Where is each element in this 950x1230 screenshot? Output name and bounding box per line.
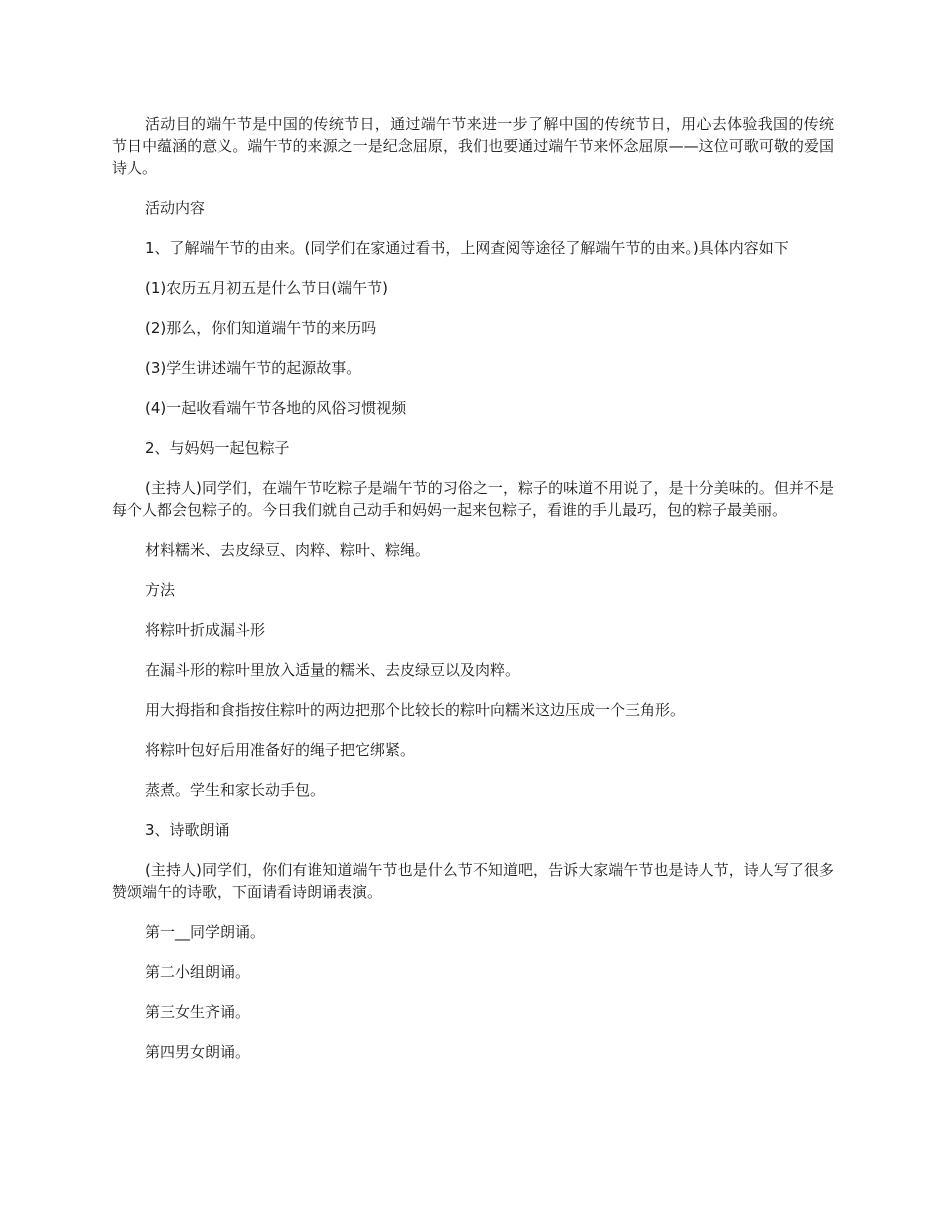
list-item-2: (2)那么，你们知道端午节的来历吗 <box>145 319 377 337</box>
heading-activity-content: 活动内容 <box>145 199 206 217</box>
section-3-title: 3、诗歌朗诵 <box>145 821 230 839</box>
document-page <box>112 113 834 1081</box>
list-item-4: (4)一起收看端午节各地的风俗习惯视频 <box>145 399 407 417</box>
recital-3: 第三女生齐诵。 <box>145 1003 251 1021</box>
method-step-4: 将粽叶包好后用准备好的绳子把它绑紧。 <box>145 741 416 759</box>
recital-1: 第一__同学朗诵。 <box>145 923 266 941</box>
section-2-title: 2、与妈妈一起包粽子 <box>145 439 290 457</box>
method-step-3: 用大拇指和食指按住粽叶的两边把那个比较长的粽叶向糯米这边压成一个三角形。 <box>145 701 686 719</box>
method-step-1: 将粽叶折成漏斗形 <box>145 621 266 639</box>
paragraph-host-zongzi: (主持人)同学们，在端午节吃粽子是端午节的习俗之一，粽子的味道不用说了，是十分美味的。但并不是每个人都会包粽子的。今日我们就自己动手和妈妈一起来包粽子，看谁的手儿最巧，包的粽子最美丽。 <box>112 479 834 519</box>
section-1-title: 1、了解端午节的由来。(同学们在家通过看书，上网查阅等途径了解端午节的由来。)具体内容如下 <box>145 239 789 257</box>
recital-4: 第四男女朗诵。 <box>145 1043 251 1061</box>
paragraph-materials: 材料糯米、去皮绿豆、肉粹、粽叶、粽绳。 <box>145 541 431 559</box>
list-item-3: (3)学生讲述端午节的起源故事。 <box>145 359 362 377</box>
heading-method: 方法 <box>145 581 176 599</box>
list-item-1: (1)农历五月初五是什么节日(端午节) <box>145 279 388 297</box>
paragraph-purpose: 活动目的端午节是中国的传统节日，通过端午节来进一步了解中国的传统节日，用心去体验我国的传统节日中蕴涵的意义。端午节的来源之一是纪念屈原，我们也要通过端午节来怀念屈原——这位可歌可敬的爱国诗人。 <box>112 115 834 177</box>
recital-2: 第二小组朗诵。 <box>145 963 251 981</box>
method-step-5: 蒸煮。学生和家长动手包。 <box>145 781 326 799</box>
method-step-2: 在漏斗形的粽叶里放入适量的糯米、去皮绿豆以及肉粹。 <box>145 661 521 679</box>
paragraph-host-poetry: (主持人)同学们，你们有谁知道端午节也是什么节不知道吧，告诉大家端午节也是诗人节，诗人写了很多赞颂端午的诗歌，下面请看诗朗诵表演。 <box>112 861 834 901</box>
